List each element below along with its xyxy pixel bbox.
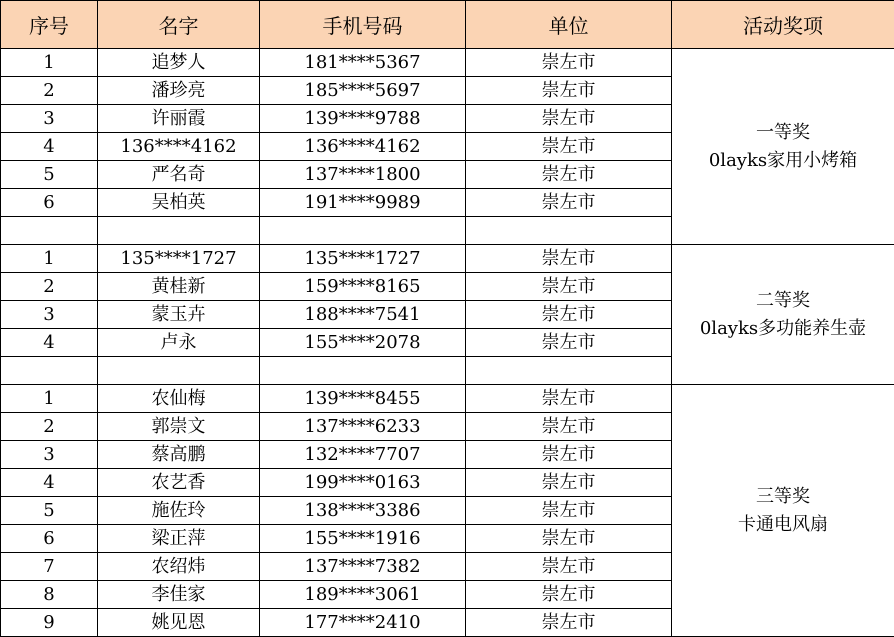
row-number: 3 <box>1 105 98 133</box>
empty-cell <box>466 357 672 385</box>
empty-cell <box>1 217 98 245</box>
winner-name: 姚见恩 <box>98 609 260 637</box>
winner-name: 135****1727 <box>98 245 260 273</box>
row-number: 8 <box>1 581 98 609</box>
unit-name: 崇左市 <box>466 49 672 77</box>
table-row <box>1 49 894 77</box>
unit-name: 崇左市 <box>466 385 672 413</box>
phone-number: 185****5697 <box>260 77 466 105</box>
unit-name: 崇左市 <box>466 189 672 217</box>
unit-name: 崇左市 <box>466 273 672 301</box>
row-number: 3 <box>1 441 98 469</box>
phone-number: 139****9788 <box>260 105 466 133</box>
row-number: 4 <box>1 329 98 357</box>
prize-cell <box>672 245 894 385</box>
row-number: 9 <box>1 609 98 637</box>
unit-name: 崇左市 <box>466 301 672 329</box>
winner-name: 郭崇文 <box>98 413 260 441</box>
phone-number: 136****4162 <box>260 133 466 161</box>
unit-name: 崇左市 <box>466 609 672 637</box>
empty-cell <box>466 217 672 245</box>
winner-name: 严名奇 <box>98 161 260 189</box>
table-header <box>1 1 894 49</box>
row-number: 5 <box>1 497 98 525</box>
winner-name: 农艺香 <box>98 469 260 497</box>
unit-name: 崇左市 <box>466 469 672 497</box>
winner-name: 李佳家 <box>98 581 260 609</box>
phone-number: 189****3061 <box>260 581 466 609</box>
phone-number: 137****6233 <box>260 413 466 441</box>
prize-item: 0layks多功能养生壶 <box>699 317 867 339</box>
unit-name: 崇左市 <box>466 553 672 581</box>
phone-number: 155****2078 <box>260 329 466 357</box>
phone-number: 139****8455 <box>260 385 466 413</box>
unit-name: 崇左市 <box>466 413 672 441</box>
prize-cell <box>672 49 894 245</box>
empty-cell <box>260 357 466 385</box>
row-number: 4 <box>1 469 98 497</box>
winner-name: 蒙玉卉 <box>98 301 260 329</box>
row-number: 2 <box>1 77 98 105</box>
unit-name: 崇左市 <box>466 133 672 161</box>
row-number: 2 <box>1 273 98 301</box>
phone-number: 137****1800 <box>260 161 466 189</box>
phone-number: 199****0163 <box>260 469 466 497</box>
winner-name: 卢永 <box>98 329 260 357</box>
winner-name: 许丽霞 <box>98 105 260 133</box>
phone-number: 159****8165 <box>260 273 466 301</box>
unit-name: 崇左市 <box>466 105 672 133</box>
table-body <box>1 49 894 637</box>
winner-name: 136****4162 <box>98 133 260 161</box>
winner-name: 蔡高鹏 <box>98 441 260 469</box>
empty-cell <box>98 217 260 245</box>
winner-name: 潘珍亮 <box>98 77 260 105</box>
phone-number: 137****7382 <box>260 553 466 581</box>
winner-name: 农仙梅 <box>98 385 260 413</box>
winner-name: 施佐玲 <box>98 497 260 525</box>
unit-name: 崇左市 <box>466 329 672 357</box>
header-prize: 活动奖项 <box>672 1 894 49</box>
row-number: 2 <box>1 413 98 441</box>
phone-number: 177****2410 <box>260 609 466 637</box>
empty-cell <box>1 357 98 385</box>
header-name: 名字 <box>98 1 260 49</box>
table-row <box>1 245 894 273</box>
winner-name: 吴柏英 <box>98 189 260 217</box>
unit-name: 崇左市 <box>466 77 672 105</box>
prize-level: 一等奖 <box>756 121 810 143</box>
row-number: 6 <box>1 525 98 553</box>
header-unit: 单位 <box>466 1 672 49</box>
phone-number: 132****7707 <box>260 441 466 469</box>
phone-number: 181****5367 <box>260 49 466 77</box>
table-row <box>1 385 894 413</box>
phone-number: 135****1727 <box>260 245 466 273</box>
row-number: 4 <box>1 133 98 161</box>
unit-name: 崇左市 <box>466 497 672 525</box>
phone-number: 155****1916 <box>260 525 466 553</box>
phone-number: 138****3386 <box>260 497 466 525</box>
phone-number: 188****7541 <box>260 301 466 329</box>
row-number: 6 <box>1 189 98 217</box>
winner-name: 追梦人 <box>98 49 260 77</box>
winner-name: 农绍炜 <box>98 553 260 581</box>
empty-cell <box>98 357 260 385</box>
prize-cell <box>672 385 894 637</box>
prize-level: 三等奖 <box>756 485 810 507</box>
unit-name: 崇左市 <box>466 161 672 189</box>
row-number: 7 <box>1 553 98 581</box>
prize-item: 0layks家用小烤箱 <box>708 149 858 171</box>
header-no: 序号 <box>1 1 98 49</box>
unit-name: 崇左市 <box>466 245 672 273</box>
row-number: 3 <box>1 301 98 329</box>
prize-item: 卡通电风扇 <box>738 513 828 535</box>
winner-name: 黄桂新 <box>98 273 260 301</box>
empty-cell <box>260 217 466 245</box>
unit-name: 崇左市 <box>466 441 672 469</box>
row-number: 1 <box>1 385 98 413</box>
phone-number: 191****9989 <box>260 189 466 217</box>
prize-level: 二等奖 <box>756 289 810 311</box>
winner-name: 梁正萍 <box>98 525 260 553</box>
row-number: 5 <box>1 161 98 189</box>
unit-name: 崇左市 <box>466 581 672 609</box>
header-row <box>1 1 894 49</box>
row-number: 1 <box>1 49 98 77</box>
unit-name: 崇左市 <box>466 525 672 553</box>
header-phone: 手机号码 <box>260 1 466 49</box>
row-number: 1 <box>1 245 98 273</box>
